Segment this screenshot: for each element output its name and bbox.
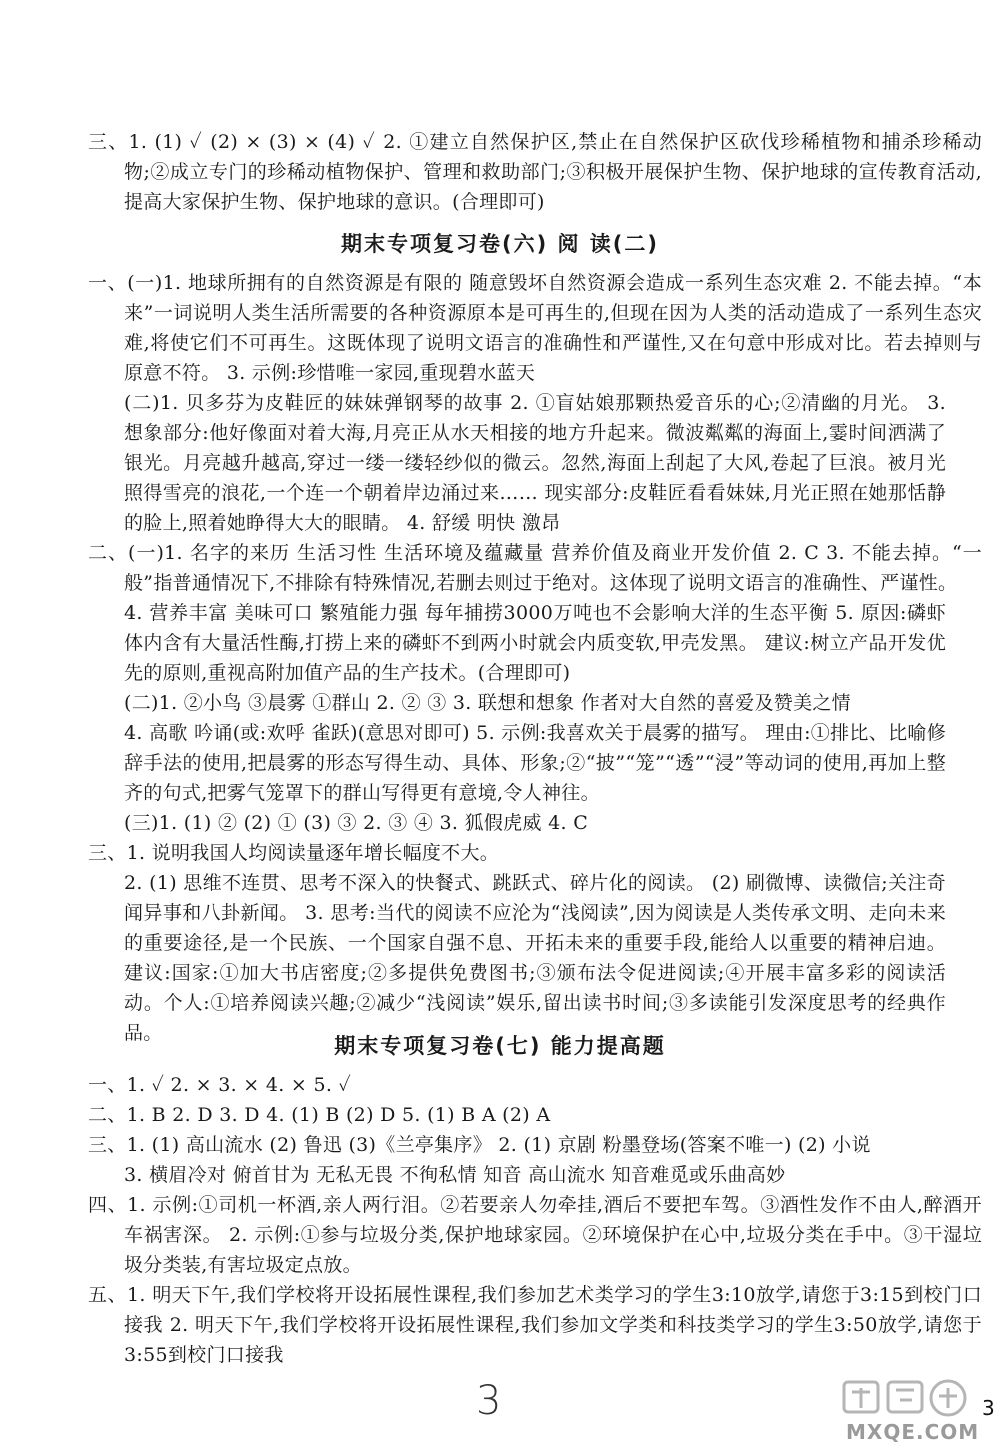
section-6-part-3-1: 三、1. 说明我国人均阅读量逐年增长幅度不大。 bbox=[88, 842, 500, 864]
section-7-part-4: 四、1. 示例:①司机一杯酒,亲人两行泪。②若要亲人勿牵挂,酒后不要把车驾。③酒性发作不由人,醉酒开车祸害深。 2. 示例:①参与垃圾分类,保护地球家园。②环境保护在心中,垃圾分类在手中。③干湿垃圾分类装,有害垃圾定点放。 bbox=[88, 1194, 982, 1276]
page-number: 3 bbox=[982, 1396, 995, 1420]
section-7-part-2: 二、1. B 2. D 3. D 4. (1) B (2) D 5. (1) B A (2) A bbox=[88, 1104, 551, 1126]
section-7-part-3: 三、1. (1) 高山流水 (2) 鲁迅 (3)《兰亭集序》 2. (1) 京剧 粉墨登场(答案不唯一) (2) 小说 bbox=[88, 1134, 871, 1156]
section-6-part-2-2-cont: 4. 高歌 吟诵(或:欢呼 雀跃)(意思对即可) 5. 示例:我喜欢关于晨雾的描写。 理由:①排比、比喻修辞手法的使用,把晨雾的形态写得生动、具体、形象;②“披”“笼”“透”“浸”等动词的使用,再加上整齐的句式,把雾气笼罩下的群山写得更有意境,令人神往。 bbox=[124, 722, 946, 804]
section-7-part-5: 五、1. 明天下午,我们学校将开设拓展性课程,我们参加艺术类学习的学生3:10放学,请您于3:15到校门口接我 2. 明天下午,我们学校将开设拓展性课程,我们参加文学类和科技类学习的学生3:50放学,请您于3:55到校门口接我 bbox=[88, 1284, 982, 1366]
section-7-title: 期末专项复习卷(七) 能力提高题 bbox=[334, 1034, 666, 1058]
section-6-part-2-1-cont: 4. 营养丰富 美味可口 繁殖能力强 每年捕捞3000万吨也不会影响大洋的生态平衡 5. 原因:磷虾体内含有大量活性酶,打捞上来的磷虾不到两小时就会内质变软,甲壳发黑。 建议:树立产品开发优先的原则,重视高附加值产品的生产技术。(合理即可) bbox=[124, 602, 946, 684]
section-6-part-2-3: (三)1. (1) ② (2) ① (3) ③ 2. ③ ④ 3. 狐假虎威 4. C bbox=[124, 812, 589, 834]
handwritten-page-number: 3 bbox=[476, 1378, 502, 1424]
section-6-title: 期末专项复习卷(六) 阅 读(二) bbox=[340, 232, 659, 256]
section-6-part-1-2: (二)1. 贝多芬为皮鞋匠的妹妹弹钢琴的故事 2. ①盲姑娘那颗热爱音乐的心;②清幽的月光。 3. 想象部分:他好像面对着大海,月亮正从水天相接的地方升起来。微波粼粼的海面上,霎时间洒满了银光。月亮越升越高,穿过一缕一缕轻纱似的微云。忽然,海面上刮起了大风,卷起了巨浪。被月光照得雪亮的浪花,一个连一个朝着岸边涌过来…… 现实部分:皮鞋匠看看妹妹,月光正照在她那恬静的脸上,照着她睁得大大的眼睛。 4. 舒缓 明快 激昂 bbox=[124, 392, 946, 534]
section-7-part-1: 一、1. ✓ 2. × 3. × 4. × 5. ✓ bbox=[88, 1074, 352, 1096]
section-6-part-3-2: 2. (1) 思维不连贯、思考不深入的快餐式、跳跃式、碎片化的阅读。 (2) 刷微博、读微信;关注奇闻异事和八卦新闻。 3. 思考:当代的阅读不应沦为“浅阅读”,因为阅读是人类传承文明、走向未来的重要途径,是一个民族、一个国家自强不息、开拓未来的重要手段,能给人以重要的精神启迪。 建议:国家:①加大书店密度;②多提供免费图书;③颁布法令促进阅读;④开展丰富多彩的阅读活动。个人:①培养阅读兴趣;②减少“浅阅读”娱乐,留出读书时间;③多读能引发深度思考的经典作品。 bbox=[124, 872, 946, 1044]
prev-section-answer-3: 三、1. (1) ✓ (2) × (3) × (4) ✓ 2. ①建立自然保护区,禁止在自然保护区砍伐珍稀植物和捕杀珍稀动物;②成立专门的珍稀动植物保护、管理和救助部门;③积极开展保护生物、保护地球的宣传教育活动,提高大家保护生物、保护地球的意识。(合理即可) bbox=[88, 131, 982, 213]
watermark-text: MXQE.COM bbox=[846, 1420, 980, 1444]
section-6-part-2-1: 二、(一)1. 名字的来历 生活习性 生活环境及蕴藏量 营养价值及商业开发价值 2. C 3. 不能去掉。“一般”指普通情况下,不排除有特殊情况,若删去则过于绝对。这体现了说明文语言的准确性、严谨性。 bbox=[88, 542, 982, 594]
section-7-part-3-cont: 3. 横眉冷对 俯首甘为 无私无畏 不徇私情 知音 高山流水 知音难觅或乐曲高妙 bbox=[124, 1164, 786, 1186]
section-6-part-1-1: 一、(一)1. 地球所拥有的自然资源是有限的 随意毁坏自然资源会造成一系列生态灾难 2. 不能去掉。“本来”一词说明人类生活所需要的各种资源原本是可再生的,但现在因为人类的活动造成了一系列生态灾难,将使它们不可再生。这既体现了说明文语言的准确性和严谨性,又在句意中形成对比。若去掉则与原意不符。 3. 示例:珍惜唯一家园,重现碧水蓝天 bbox=[88, 272, 982, 384]
section-6-part-2-2: (二)1. ②小鸟 ③晨雾 ①群山 2. ② ③ 3. 联想和想象 作者对大自然的喜爱及赞美之情 bbox=[124, 692, 851, 714]
